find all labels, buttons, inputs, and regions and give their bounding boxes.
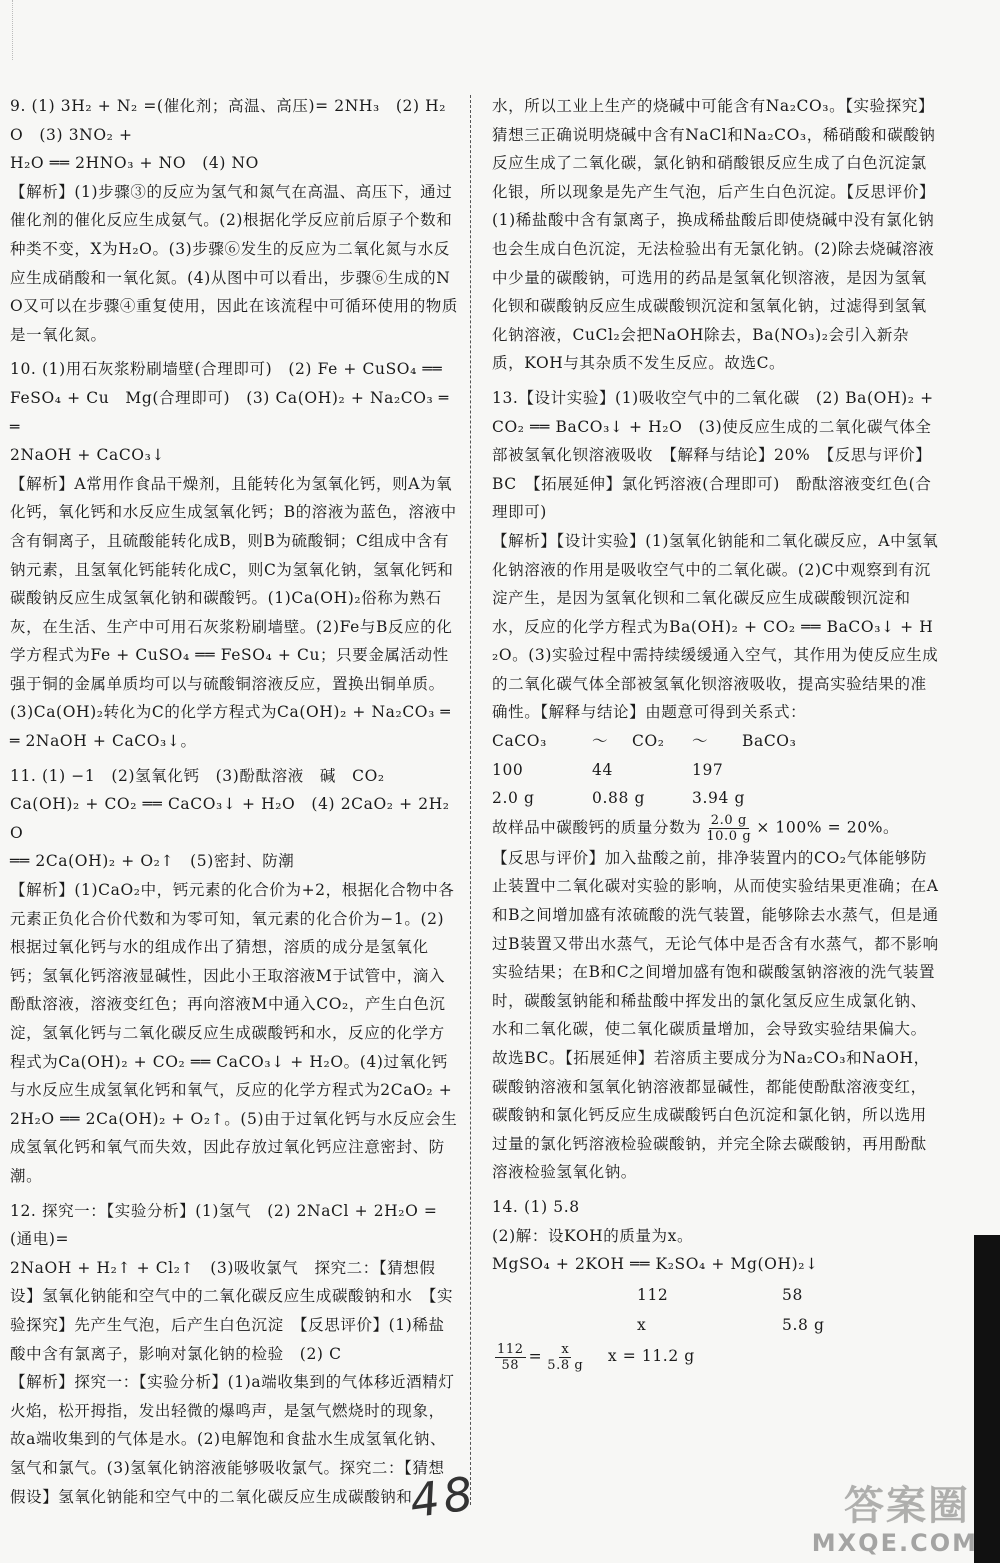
q9-explanation: 【解析】(1)步骤③的反应为氢气和氮气在高温、高压下，通过催化剂的催化反应生成氨气。(2)根据化学反应前后原子个数和种类不变，X为H₂O。(3)步骤⑥发生的反应为二氧化氮与水反应生成硝酸和一氧化氮。(4)从图中可以看出，步骤⑥生成的NO又可以在步骤④重复使用，因此在该流程中可循环使用的物质是一氧化氮。 [10,182,459,344]
watermark-url: MXQE.COM [811,1529,978,1557]
rel-mass-caco3: 2.0 g [492,789,535,808]
watermark-brand: 答案圈 [844,1483,970,1529]
q14-answer-line2: (2)解：设KOH的质量为x。 [492,1226,694,1245]
q11-answer-line3: ══ 2Ca(OH)₂ + O₂↑ (5)密封、防潮 [10,852,295,871]
rel-co2: CO₂ [632,732,665,751]
right-column [492,92,940,1373]
rel-mass-baco3: 3.94 g [692,789,745,808]
q10-answer-line1: 10. (1)用石灰浆粉刷墙壁(合理即可) (2) Fe + CuSO₄ ══ [10,360,443,379]
q9-answer-line2: H₂O ══ 2HNO₃ + NO (4) NO [10,154,259,173]
rel-mr-baco3: 197 [692,760,724,779]
q14-mr-mgoh2: 58 [782,1285,803,1304]
q14-fraction-2 [545,1342,585,1373]
q13-answer-line2: CO₂ ══ BaCO₃↓ + H₂O (3)使反应生成的二氧化碳气体全部被氢氧化钡溶液吸收 【解释与结论】20% 【反思与评价】BC 【拓展延伸】氯化钙溶液(合理即可) 酚酞溶液变红色(合理即可) [492,417,932,522]
rel-mr-caco3: 100 [492,760,524,779]
q10-answer-line3: 2NaOH + CaCO₃↓ [10,446,165,465]
q14-f1-den: 58 [501,1357,520,1373]
rel-baco3: BaCO₃ [742,732,797,751]
left-column [10,92,458,1511]
frac-denominator: 10.0 g [706,828,752,844]
q14-proportion [492,1342,940,1373]
rel-tilde-2: ～ [692,732,709,751]
q10-explanation: 【解析】A常用作食品干燥剂，且能转化为氢氧化钙，则A为氧化钙，氧化钙和水反应生成氢氧化钙；B的溶液为蓝色，溶液中含有铜离子，且硫酸能转化成B，则B为硫酸铜；C组成中含有钠元素，且氢氧化钙能转化成C，则C为氢氧化钠，氢氧化钙和碳酸钠反应生成氢氧化钠和碳酸钙。(1)Ca(OH)₂俗称为熟石灰，在生活、生产中可用石灰浆粉刷墙壁。(2)Fe与B反应的化学方程式为Fe + CuSO₄ ══ FeSO₄ + Cu；只要金属活动性强于铜的金属单质均可以与硫酸铜溶液反应，置换出铜单质。(3)Ca(OH)₂转化为C的化学方程式为Ca(OH)₂ + Na₂CO₃ ══ 2NaOH + CaCO₃↓。 [10,474,457,751]
q13-mass-fraction [492,813,940,844]
q13-explanation-part1: 【解析】【设计实验】(1)氢氧化钠能和二氧化碳反应，A中氢氧化钠溶液的作用是吸收空气中的二氧化碳。(2)C中观察到有沉淀产生，是因为氢氧化钡和二氧化碳反应生成碳酸钡沉淀和水，反应的化学方程式为Ba(OH)₂ + CO₂ ══ BaCO₃↓ + H₂O。(3)实验过程中需持续缓缓通入空气，其作用为使反应生成的二氧化碳气体全部被氢氧化钡溶液吸收，提高实验结果的准确性。【解释与结论】由题意可得到关系式： [492,531,939,722]
q13-explanation-part2: 【反思与评价】加入盐酸之前，排净装置内的CO₂气体能够防止装置中二氧化碳对实验的影响，从而使实验结果更准确；在A和B之间增加盛有浓硫酸的洗气装置，能够除去水蒸气，但是通过B装置又带出水蒸气，无论气体中是否含有水蒸气，都不影响实验结果；在B和C之间增加盛有饱和碳酸氢钠溶液的洗气装置时，碳酸氢钠能和稀盐酸中挥发出的氯化氢反应生成氯化钠、水和二氧化碳，使二氧化碳质量增加，会导致实验结果偏大。故选BC。【拓展延伸】若溶质主要成分为Na₂CO₃和NaOH，碳酸钠溶液和氢氧化钠溶液都显碱性，都能使酚酞溶液变红，碳酸钠和氯化钙反应生成碳酸钙白色沉淀和氯化钠，所以选用过量的氯化钙溶液检验碳酸钠，并完全除去碳酸钠，再用酚酞溶液检验氢氧化钠。 [492,848,939,1182]
rel-tilde-1: ～ [592,732,609,751]
q14-result: x = 11.2 g [607,1347,695,1366]
q12-answer-line2: 2NaOH + H₂↑ + Cl₂↑ (3)吸收氯气 探究二：【猜想假设】氢氧化钠能和空气中的二氧化碳反应生成碳酸钠和水 【实验探究】先产生气泡，后产生白色沉淀 【反思评价】(1)稀盐酸中含有氯离子，影响对氯化钠的检验 (2) C [10,1258,454,1363]
q11-answer-line2: Ca(OH)₂ + CO₂ ══ CaCO₃↓ + H₂O (4) 2CaO₂ + 2H₂O [10,795,450,842]
q14-f1-num: 112 [497,1341,524,1357]
relation-mass-row [492,784,940,813]
frac-suffix: × 100% = 20%。 [756,818,900,837]
rel-mr-co2: 44 [592,760,613,779]
rel-mass-co2: 0.88 g [592,789,645,808]
q11-answer-line1: 11. (1) −1 (2)氢氧化钙 (3)酚酞溶液 碱 CO₂ [10,766,385,785]
q14-mass-koh: x [637,1316,647,1335]
relation-mr-row [492,756,940,785]
q14-f2-num: x [561,1341,570,1357]
q14-mr-koh: 112 [637,1285,669,1304]
q14-equation: MgSO₄ + 2KOH ══ K₂SO₄ + Mg(OH)₂↓ [492,1255,819,1274]
q11-explanation: 【解析】(1)CaO₂中，钙元素的化合价为+2，根据化合物中各元素正负化合价代数和为零可知，氧元素的化合价为−1。(2)根据过氧化钙与水的组成作出了猜想，溶质的成分是氢氧化钙；氢氧化钙溶液显碱性，因此小王取溶液M于试管中，滴入酚酞溶液，溶液变红色；再向溶液M中通入CO₂，产生白色沉淀，氢氧化钙与二氧化碳反应生成碳酸钙和水，反应的化学方程式为Ca(OH)₂ + CO₂ ══ CaCO₃↓ + H₂O。(4)过氧化钙与水反应生成氢氧化钙和氧气，反应的化学方程式为2CaO₂ + 2H₂O ══ 2Ca(OH)₂ + O₂↑。(5)由于过氧化钙与水反应会生成氢氧化钙和氧气而失效，因此存放过氧化钙应注意密封、防潮。 [10,881,458,1185]
page-edge-mark [0,0,13,60]
q14-answer-line1: 14. (1) 5.8 [492,1197,580,1216]
q9-answer-line1: 9. (1) 3H₂ + N₂ =(催化剂；高温、高压)= 2NH₃ (2) H₂O (3) 3NO₂ + [10,97,447,144]
column-divider [470,95,471,1505]
relation-species-row [492,727,940,756]
frac-prefix: 故样品中碳酸钙的质量分数为 [492,818,702,837]
q14-mr-row [492,1281,940,1310]
rel-caco3: CaCO₃ [492,732,547,751]
mass-fraction [704,813,753,844]
q14-mass-mgoh2: 5.8 g [782,1316,825,1335]
q14-equals: = [528,1347,543,1366]
q14-mass-row [492,1311,940,1340]
q13-answer-line1: 13.【设计实验】(1)吸收空气中的二氧化碳 (2) Ba(OH)₂ + [492,388,934,407]
page-edge-tab [974,1235,1000,1563]
q10-answer-line2: FeSO₄ + Cu Mg(合理即可) (3) Ca(OH)₂ + Na₂CO₃ ══ [10,388,449,436]
frac-numerator: 2.0 g [710,812,747,828]
q14-fraction-1 [495,1342,526,1373]
q12-answer-line1: 12. 探究一：【实验分析】(1)氢气 (2) 2NaCl + 2H₂O =(通电)= [10,1201,438,1249]
page-number: 48 [406,1465,480,1529]
q12-explanation: 【解析】探究一：【实验分析】(1)a端收集到的气体移近酒精灯火焰，松开拇指，发出轻微的爆鸣声，是氢气燃烧时的现象，故a端收集到的气体是水。(2)电解饱和食盐水生成氢氧化钠、氢气和氯气。(3)氢氧化钠溶液能够吸收氯气。探究二：【猜想假设】氢氧化钠能和空气中的二氧化碳反应生成碳酸钠和 [10,1373,455,1506]
q12-explanation-continued: 水，所以工业上生产的烧碱中可能含有Na₂CO₃。【实验探究】猜想三正确说明烧碱中含有NaCl和Na₂CO₃，稀硝酸和碳酸钠反应生成了二氧化碳，氯化钠和硝酸银反应生成了白色沉淀氯化银，所以现象是先产生气泡，后产生白色沉淀。【反思评价】(1)稀盐酸中含有氯离子，换成稀盐酸后即使烧碱中没有氯化钠也会生成白色沉淀，无法检验出有无氯化钠。(2)除去烧碱溶液中少量的碳酸钠，可选用的药品是氢氧化钡溶液，是因为氢氧化钡和碳酸钠反应生成碳酸钡沉淀和氢氧化钠，过滤得到氢氧化钠溶液，CuCl₂会把NaOH除去，Ba(NO₃)₂会引入新杂质，KOH与其杂质不发生反应。故选C。 [492,97,936,373]
q14-f2-den: 5.8 g [547,1357,584,1373]
